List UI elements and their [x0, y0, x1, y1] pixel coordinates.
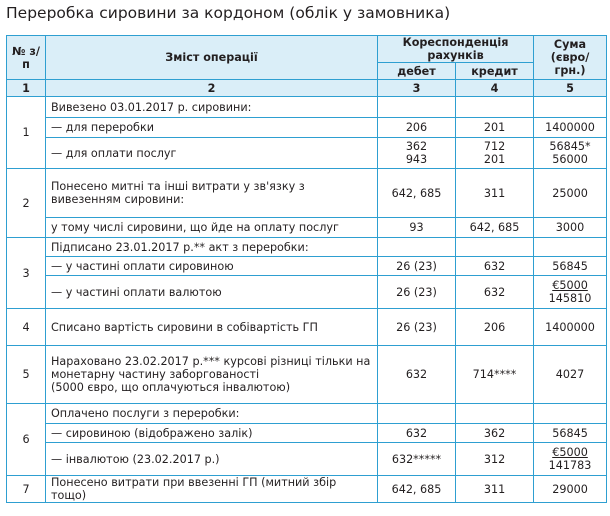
operation-text: — для оплати послуг [46, 138, 378, 169]
sum-value: 29000 [534, 476, 607, 503]
sum-value: 1400000 [534, 118, 607, 138]
header-num: № з/п [7, 36, 46, 80]
sum-value: 25000 [534, 169, 607, 218]
credit-value: 712 [483, 140, 506, 153]
credit-value: 311 [456, 169, 534, 218]
credit-value: 642, 685 [456, 218, 534, 238]
operation-text: (5000 євро, що оплачуються інвалютою) [51, 381, 291, 394]
debit-value: 642, 685 [378, 476, 456, 503]
page-title: Переробка сировини за кордоном (облік у замовника) [6, 4, 451, 22]
sum-value: €5000 [552, 279, 588, 292]
credit-value: 362 [456, 424, 534, 443]
debit-value: 26 (23) [378, 309, 456, 346]
credit-value: 201 [456, 118, 534, 138]
header-credit: кредит [456, 63, 534, 80]
sum-value: 3000 [534, 218, 607, 238]
sum-value: 56845 [534, 257, 607, 276]
debit-value: 26 (23) [378, 257, 456, 276]
table-row [7, 138, 607, 169]
row-number: 7 [7, 476, 46, 503]
operation-text: Нараховано 23.02.2017 р.*** курсові різниці тільки на [51, 355, 371, 368]
operation-text: Понесено митні та інші витрати у зв'язку з вивезенням сировини: [46, 169, 378, 218]
operation-text: у тому числі сировини, що йде на оплату послуг [46, 218, 378, 238]
row-number: 5 [7, 346, 46, 404]
credit-value: 714**** [456, 346, 534, 404]
debit-value: 642, 685 [378, 169, 456, 218]
table-row [7, 276, 607, 309]
row-number: 6 [7, 404, 46, 476]
sum-value: €5000 [552, 446, 588, 459]
credit-value: 312 [456, 443, 534, 476]
sum-value: 141783 [548, 459, 592, 472]
table-row [7, 309, 607, 346]
row-number: 1 [7, 97, 46, 169]
sum-value: 4027 [534, 346, 607, 404]
header-debit: дебет [378, 63, 456, 80]
col-index: 3 [378, 80, 456, 97]
operation-text: монетарну частину заборгованості [51, 368, 260, 381]
sum-value: 145810 [548, 292, 592, 305]
row-number: 3 [7, 238, 46, 309]
debit-value: 632***** [378, 443, 456, 476]
accounting-table [6, 35, 607, 503]
operation-text: Вивезено 03.01.2017 р. сировини: [46, 97, 378, 118]
table-row [7, 169, 607, 218]
table-row [7, 424, 607, 443]
debit-value: 93 [378, 218, 456, 238]
debit-value: 632 [378, 424, 456, 443]
column-index-row [7, 80, 607, 97]
col-index: 1 [7, 80, 46, 97]
col-index: 5 [534, 80, 607, 97]
credit-value: 311 [456, 476, 534, 503]
operation-text: Понесено витрати при ввезенні ГП (митний збір тощо) [46, 476, 378, 503]
sum-value: 1400000 [534, 309, 607, 346]
sum-value: 56845 [534, 424, 607, 443]
operation-text: Списано вартість сировини в собівартість ГП [46, 309, 378, 346]
debit-value: 362 [405, 140, 428, 153]
header-content: Зміст операції [46, 36, 378, 80]
operation-text: Підписано 23.01.2017 р.** акт з переробки: [46, 238, 378, 257]
table-row [7, 476, 607, 503]
operation-text: Оплачено послуги з переробки: [46, 404, 378, 424]
row-number: 4 [7, 309, 46, 346]
credit-value: 206 [456, 309, 534, 346]
debit-value: 632 [378, 346, 456, 404]
debit-value: 943 [405, 153, 428, 166]
header-sum: Сума (євро/грн.) [534, 36, 607, 80]
credit-value: 632 [456, 276, 534, 309]
table-row [7, 443, 607, 476]
debit-value: 206 [378, 118, 456, 138]
operation-text: — для переробки [46, 118, 378, 138]
operation-text: — у частині оплати валютою [46, 276, 378, 309]
table-row [7, 118, 607, 138]
debit-value: 26 (23) [378, 276, 456, 309]
operation-text: — сировиною (відображено залік) [46, 424, 378, 443]
operation-text: — у частині оплати сировиною [46, 257, 378, 276]
col-index: 4 [456, 80, 534, 97]
sum-value: 56845* [549, 140, 591, 153]
sum-value: 56000 [552, 153, 588, 166]
table-row [7, 97, 607, 118]
operation-text: — інвалютою (23.02.2017 р.) [46, 443, 378, 476]
table-row [7, 257, 607, 276]
credit-value: 632 [456, 257, 534, 276]
row-number: 2 [7, 169, 46, 238]
credit-value: 201 [483, 153, 506, 166]
col-index: 2 [46, 80, 378, 97]
table-row [7, 346, 607, 404]
table-row [7, 238, 607, 257]
table-row [7, 218, 607, 238]
header-correspondence: Кореспонденція рахунків [378, 36, 534, 63]
table-row [7, 404, 607, 424]
